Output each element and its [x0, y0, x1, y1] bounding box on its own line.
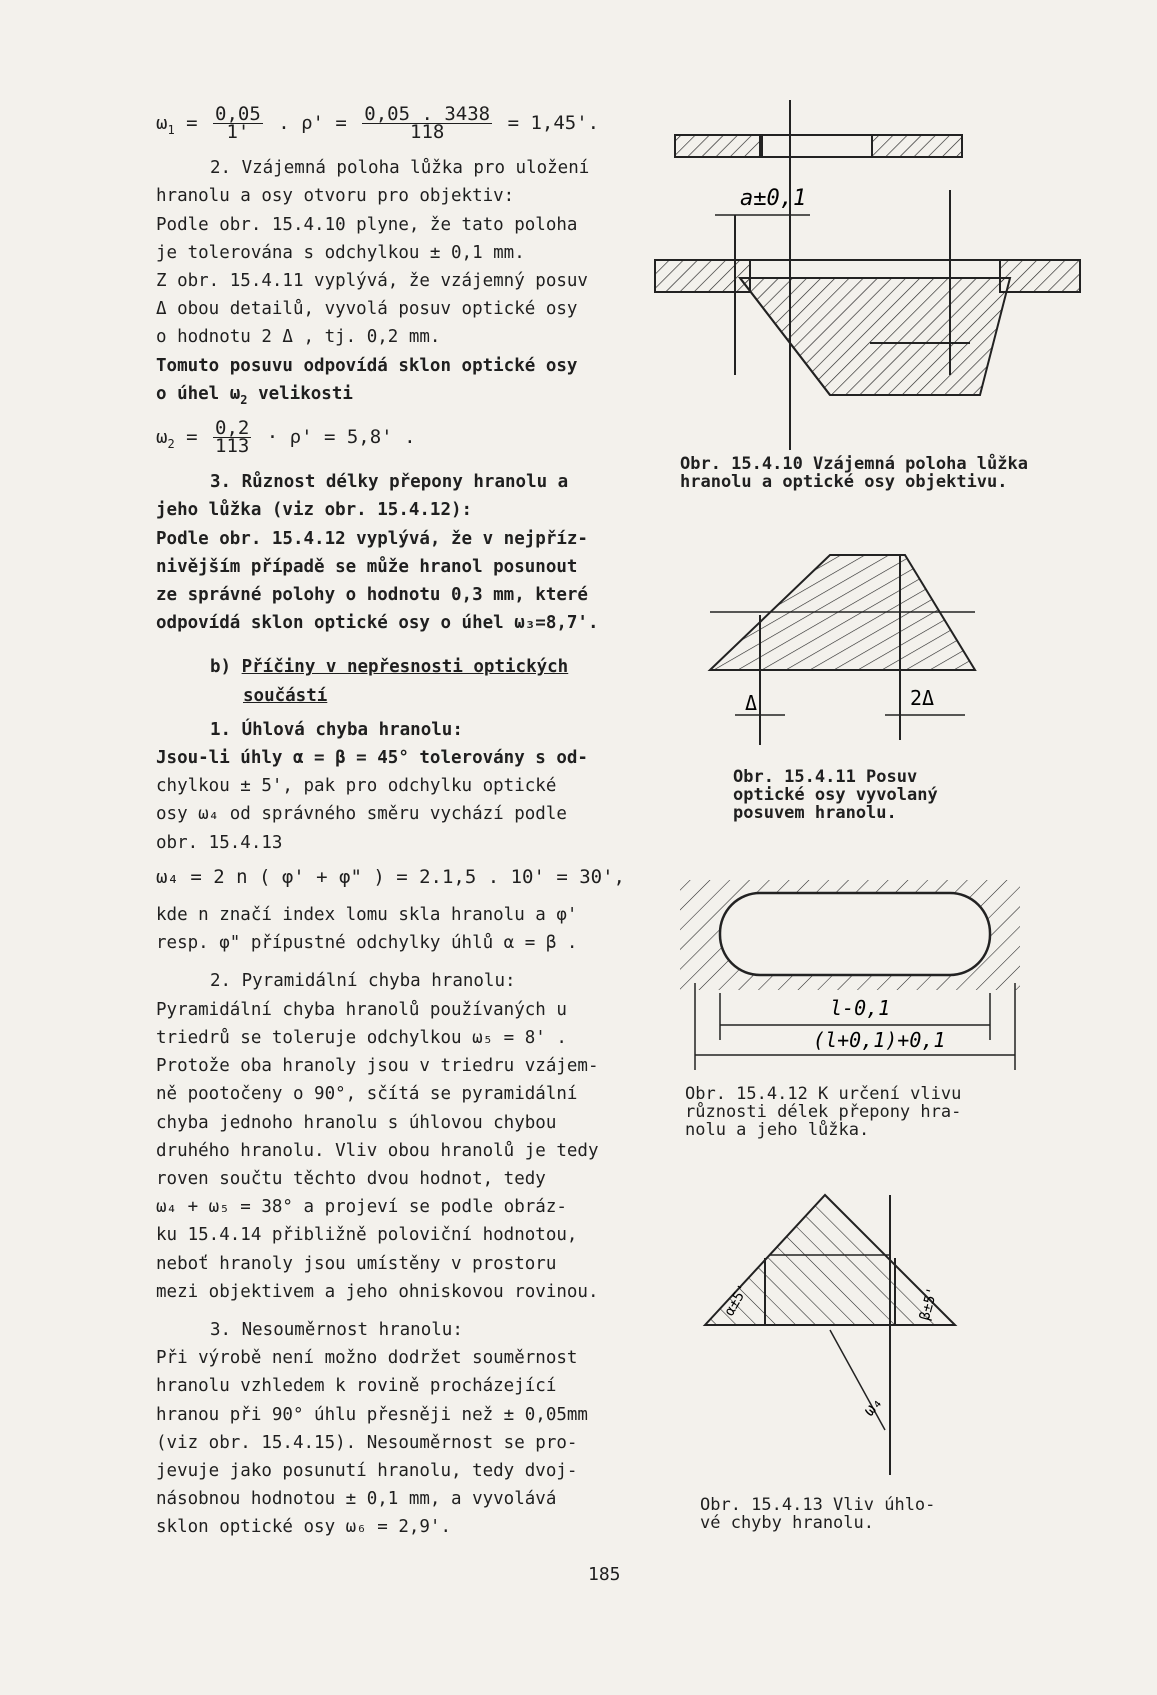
- figure-15-4-12: [675, 875, 1035, 1075]
- equation-omega4: ω₄ = 2 n ( φ' + φ" ) = 2.1,5 . 10' = 30',: [156, 865, 625, 888]
- text-line: ně pootočeny o 90°, sčítá se pyramidální: [156, 1084, 578, 1105]
- text-line: neboť hranoly jsou umístěny v prostoru: [156, 1253, 557, 1274]
- text-line: roven součtu těchto dvou hodnot, tedy: [156, 1168, 546, 1189]
- text-line: nivějším případě se může hranol posunout: [156, 556, 578, 577]
- text-line: (viz obr. 15.4.15). Nesouměrnost se pro-: [156, 1432, 578, 1453]
- equation-omega2: $\omega_2$ = $\frac{0,2}{113}$ · ρ' = 5,8' .: [156, 417, 416, 458]
- label-2delta: 2Δ: [910, 686, 935, 710]
- figure-15-4-10: [650, 95, 1090, 455]
- text-line: ku 15.4.14 přibližně poloviční hodnotou,: [156, 1225, 578, 1246]
- page-number: 185: [588, 1564, 621, 1585]
- fraction: $\frac{0,05}{1'}$: [215, 103, 261, 143]
- text-line: 3. Různost délky přepony hranolu a: [210, 472, 569, 493]
- text-line: hranou při 90° úhlu přesněji než ± 0,05mm: [156, 1404, 588, 1425]
- caption-15-4-13: Obr. 15.4.13 Vliv úhlo- vé chyby hranolu.: [700, 1495, 936, 1533]
- caption-15-4-11: Obr. 15.4.11 Posuv optické osy vyvolaný posuvem hranolu.: [733, 767, 938, 823]
- label-outer-length: (l+0,1)+0,1: [813, 1028, 946, 1052]
- text-line: chyba jednoho hranolu s úhlovou chybou: [156, 1112, 557, 1133]
- text-line: jevuje jako posunutí hranolu, tedy dvoj-: [156, 1460, 578, 1481]
- text-line: 2. Vzájemná poloha lůžka pro uložení: [210, 158, 590, 179]
- text-line: jeho lůžka (viz obr. 15.4.12):: [156, 500, 473, 521]
- figure-15-4-11: [705, 550, 1005, 750]
- text-line: 1. Úhlová chyba hranolu:: [210, 719, 463, 740]
- text-line: 3. Nesouměrnost hranolu:: [210, 1319, 463, 1340]
- text-line: Jsou-li úhly α = β = 45° tolerovány s od-: [156, 748, 588, 769]
- main-text-column: [156, 100, 631, 1542]
- text-line: kde n značí index lomu skla hranolu a φ': [156, 905, 578, 926]
- text-line: hranolu a osy otvoru pro objektiv:: [156, 186, 515, 207]
- text-line: ω₄ + ω₅ = 38° a projeví se podle obráz-: [156, 1197, 567, 1218]
- text-line: je tolerována s odchylkou ± 0,1 mm.: [156, 242, 525, 263]
- text-line: o hodnotu 2 Δ , tj. 0,2 mm.: [156, 327, 441, 348]
- text-line: resp. φ" přípustné odchylky úhlů α = β .: [156, 933, 578, 954]
- text-line: Δ obou detailů, vyvolá posuv optické osy: [156, 299, 578, 320]
- label-inner-length: l-0,1: [830, 996, 891, 1020]
- label-omega4: ω₄: [859, 1392, 887, 1420]
- label-a-tolerance: a±0,1: [740, 186, 807, 211]
- text-line: Protože oba hranoly jsou v triedru vzájem-: [156, 1056, 599, 1077]
- text-line: obr. 15.4.13: [156, 832, 283, 853]
- text-line: o úhel $\omega_2$ velikosti: [156, 383, 353, 407]
- text-line: Při výrobě není možno dodržet souměrnost: [156, 1348, 578, 1369]
- equation-omega1: $\omega_1$ = $\frac{0,05}{1'}$ . ρ' = $\frac{0,05 . 3438}{118}$ = 1,45'.: [156, 103, 600, 143]
- text-line: Z obr. 15.4.11 vyplývá, že vzájemný posuv: [156, 271, 588, 292]
- text-line: druhého hranolu. Vliv obou hranolů je tedy: [156, 1140, 599, 1161]
- text-line: Tomuto posuvu odpovídá sklon optické osy: [156, 355, 578, 376]
- text-line: hranolu vzhledem k rovině procházející: [156, 1376, 557, 1397]
- text-line: 2. Pyramidální chyba hranolu:: [210, 971, 516, 992]
- label-alpha: α±5': [721, 1281, 753, 1319]
- section-heading-b-cont: součástí: [243, 685, 328, 706]
- text-line: odpovídá sklon optické osy o úhel ω₃=8,7'.: [156, 613, 599, 634]
- text-line: Pyramidální chyba hranolů používaných u: [156, 999, 567, 1020]
- text-line: mezi objektivem a jeho ohniskovou rovinou.: [156, 1281, 599, 1302]
- text-line: triedrů se toleruje odchylkou ω₅ = 8' .: [156, 1027, 567, 1048]
- text-line: Podle obr. 15.4.10 plyne, že tato poloha: [156, 214, 578, 235]
- text-line: osy ω₄ od správného směru vychází podle: [156, 804, 567, 825]
- label-delta: Δ: [745, 691, 758, 715]
- text-line: násobnou hodnotou ± 0,1 mm, a vyvolává: [156, 1489, 557, 1510]
- label-beta: β±5': [916, 1285, 942, 1323]
- section-heading-b: b) Příčiny v nepřesnosti optických: [210, 657, 569, 678]
- text-line: sklon optické osy ω₆ = 2,9'.: [156, 1517, 452, 1538]
- text-line: ze správné polohy o hodnotu 0,3 mm, které: [156, 585, 588, 606]
- fraction: $\frac{0,2}{113}$: [215, 417, 250, 458]
- fraction: $\frac{0,05 . 3438}{118}$: [364, 103, 491, 143]
- figure-15-4-13: [700, 1190, 980, 1480]
- text-line: chylkou ± 5', pak pro odchylku optické: [156, 776, 557, 797]
- caption-15-4-12: Obr. 15.4.12 K určení vlivu různosti délek přepony hra- nolu a jeho lůžka.: [685, 1084, 962, 1140]
- text-line: Podle obr. 15.4.12 vyplývá, že v nejpříz-: [156, 528, 588, 549]
- caption-15-4-10: Obr. 15.4.10 Vzájemná poloha lůžka hranolu a optické osy objektivu.: [680, 454, 1028, 492]
